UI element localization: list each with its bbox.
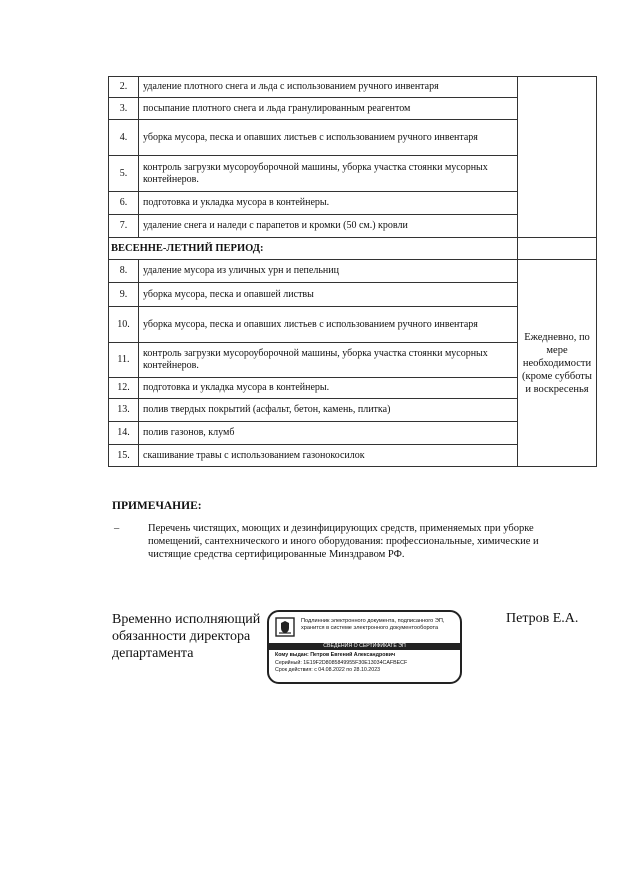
owner-line [275, 652, 407, 660]
row-task: посыпание плотного снега и льда гранулированным реагентом [139, 98, 518, 120]
serial-line [275, 660, 407, 668]
row-task: контроль загрузки мусороуборочной машины, уборка участка стоянки мусорных контейнеров. [139, 156, 518, 192]
validity-value: с 04.08.2022 по 28.10.2023 [314, 667, 381, 673]
period-header-row [109, 238, 597, 260]
row-task: полив газонов, клумб [139, 422, 518, 445]
row-number: 10. [109, 307, 139, 343]
row-number: 3. [109, 98, 139, 120]
serial-value: 1E19F2D8085849955F30E13034CAFBECF [303, 659, 408, 666]
coat-of-arms-icon [275, 617, 295, 637]
stamp-header: Подлинник электронного документа, подписанного ЭП, хранится в системе электронного документооборота [301, 618, 445, 631]
row-number: 7. [109, 215, 139, 238]
certificate-bar: СВЕДЕНИЯ О СЕРТИФИКАТЕ ЭП [269, 643, 460, 650]
row-task: удаление плотного снега и льда с использованием ручного инвентаря [139, 77, 518, 98]
row-task: уборка мусора, песка и опавших листьев с использованием ручного инвентаря [139, 120, 518, 156]
row-number: 8. [109, 260, 139, 283]
signatory-position: Временно исполняющий обязанности директора департамента [112, 612, 261, 661]
row-number: 2. [109, 77, 139, 98]
row-number: 13. [109, 399, 139, 422]
signatory-name: Петров Е.А. [506, 611, 579, 626]
note-dash: – [114, 523, 120, 534]
serial-label: Серийный: [275, 659, 302, 666]
row-task: уборка мусора, песка и опавших листьев с использованием ручного инвентаря [139, 307, 518, 343]
period-empty-cell [518, 238, 597, 260]
row-number: 4. [109, 120, 139, 156]
note-text: Перечень чистящих, моющих и дезинфицирующих средств, применяемых при уборке помещений, сантехнического и иного оборудования: профессиональные, химические и чистящие средства сертифицированные Минздравом РФ. [148, 523, 539, 560]
row-task: скашивание травы с использованием газонокосилок [139, 445, 518, 467]
certificate-details [275, 652, 407, 675]
period-label: ВЕСЕННЕ-ЛЕТНИЙ ПЕРИОД: [109, 238, 518, 260]
row-number: 9. [109, 283, 139, 307]
note [114, 522, 574, 561]
row-task: подготовка и укладка мусора в контейнеры. [139, 378, 518, 399]
row-number: 14. [109, 422, 139, 445]
electronic-signature-stamp [267, 610, 462, 684]
table-row [109, 260, 597, 283]
validity-line [275, 667, 407, 675]
schedule-cell-winter [518, 77, 597, 238]
cleaning-schedule-table [108, 76, 597, 467]
table-row [109, 77, 597, 98]
row-number: 6. [109, 192, 139, 215]
schedule-cell: Ежедневно, по мере необходимости (кроме субботы и воскресенья [518, 260, 597, 467]
row-task: удаление снега и наледи с парапетов и кромки (50 см.) кровли [139, 215, 518, 238]
row-number: 15. [109, 445, 139, 467]
validity-label: Срок действия: [275, 667, 313, 673]
row-task: подготовка и укладка мусора в контейнеры. [139, 192, 518, 215]
row-number: 11. [109, 343, 139, 378]
row-task: полив твердых покрытий (асфальт, бетон, камень, плитка) [139, 399, 518, 422]
row-task: удаление мусора из уличных урн и пепельниц [139, 260, 518, 283]
row-task: контроль загрузки мусороуборочной машины, уборка участка стоянки мусорных контейнеров. [139, 343, 518, 378]
note-title: ПРИМЕЧАНИЕ: [112, 500, 202, 512]
row-number: 12. [109, 378, 139, 399]
owner-label: Кому выдан: [275, 652, 309, 658]
owner-name: Петров Евгений Александрович [310, 652, 396, 658]
row-task: уборка мусора, песка и опавшей листвы [139, 283, 518, 307]
row-number: 5. [109, 156, 139, 192]
